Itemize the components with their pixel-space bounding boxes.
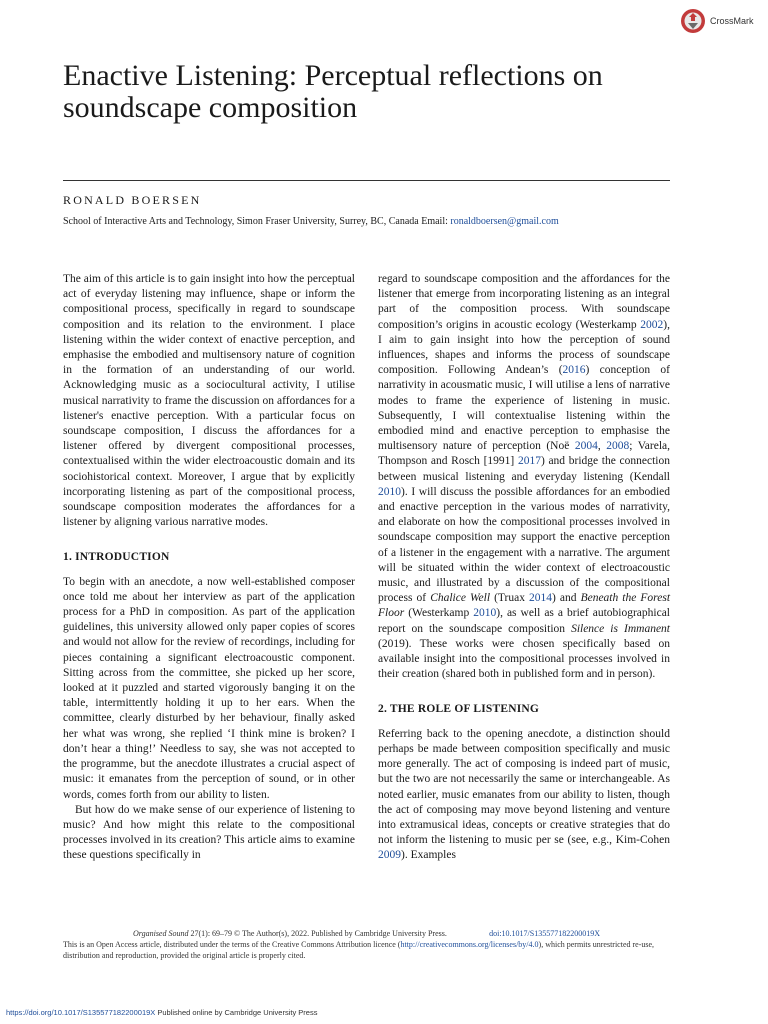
title-rule: [63, 180, 670, 181]
citation-link[interactable]: 2004: [574, 440, 598, 453]
crossmark-badge[interactable]: [680, 8, 754, 34]
citation-link[interactable]: 2010: [473, 607, 497, 620]
journal-citation: Organised Sound 27(1): 69–79 © The Author(s), 2022. Published by Cambridge University Press.: [133, 929, 447, 938]
left-column: [63, 272, 355, 864]
online-notice: https://doi.org/10.1017/S135577182200019X Published online by Cambridge University Press: [6, 1008, 318, 1017]
citation-link[interactable]: 2016: [562, 364, 586, 377]
intro-paragraph-3: regard to soundscape composition and the affordances for the listener that emerge from incorporating listening as an integral part of the composition process. With soundscape composition’s origins in acoustic ecology (Westerkamp 2002), I aim to gain insight into how the perception of sound influences, shapes and informs the process of soundscape composition. Following Andean’s (2016) conception of narrativity in acousmatic music, I will utilise a lens of narrative modes to frame the experience of listening in music. Subsequently, I will contextualise listening within the embodied mind and enactive perception to emphasise the multisensory nature of perception (Noë 2004, 2008; Varela, Thompson and Rosch [1991] 2017) and bridge the connection between musical listening and everyday listening (Kendall 2010). I will discuss the possible affordances for an embodied and enactive perception in the various modes of narrativity, and elaborate on how the compositional processes involved in soundscape composition may support the enactive perception of a listener in the engagement with a narrative. The argument will be situated within the wider context of electroacoustic music, and illustrated by a discussion of the compositional process of Chalice Well (Truax 2014) and Beneath the Forest Floor (Westerkamp 2010), as well as a brief autobiographical report on the soundscape composition Silence is Immanent (2019). These works were chosen specifically based on available insight into the compositional processes involved in their creation (shared both in published form and in person).: [378, 273, 671, 681]
license-link[interactable]: http://creativecommons.org/licenses/by/4.0: [400, 940, 539, 949]
citation-link[interactable]: 2010: [378, 485, 401, 498]
journal-name: Organised Sound: [133, 929, 189, 938]
doi-url-link[interactable]: https://doi.org/10.1017/S135577182200019X: [6, 1008, 156, 1017]
section-heading-introduction: 1. INTRODUCTION: [63, 551, 170, 564]
citation-link[interactable]: 2014: [529, 592, 553, 605]
author-email-link[interactable]: ronaldboersen@gmail.com: [450, 216, 559, 227]
citation-link[interactable]: 2017: [517, 455, 541, 468]
crossmark-label: CrossMark: [710, 16, 754, 26]
listening-paragraph-1: Referring back to the opening anecdote, a distinction should perhaps be made between composition specifically and music more generally. The act of composing is indeed part of music, but the two are not necessarily the same or interchangeable. As noted earlier, music emanates from our ability to listen, though the act of composing may move beyond listening and venture into extramusical ideas, concepts or creative strategies that do not inform the listening to music per se (see, e.g., Kim-Cohen 2009). Examples: [378, 727, 670, 862]
crossmark-icon: [680, 8, 706, 34]
citation-link[interactable]: 2002: [640, 318, 664, 331]
right-column: [378, 272, 670, 864]
affiliation-text: School of Interactive Arts and Technology, Simon Fraser University, Surrey, BC, Canada Email:: [63, 216, 451, 227]
work-title: Silence is Immanent: [571, 622, 670, 635]
work-title: Chalice Well: [430, 592, 491, 605]
intro-paragraph-1: To begin with an anecdote, a now well-established composer once told me about her interview as part of the application process for a PhD in composition. As part of the application guidelines, this university allowed only paper copies of scores and would not allow for the review of recordings, including for pieces containing a significant electroacoustic component. Sitting across from the committee, she picked up her score, looked at it puzzled and started vigorously banging it on the table, intermittently holding it up to her ears. When the committee, clearly disturbed by her behaviour, finally asked her what was wrong, she replied ‘I think mine is broken? I don’t hear a thing!’ Needless to say, she was not accepted to the programme, but the anecdote illustrates a crucial aspect of music: it emanates from the perception of sound, or in other words, comes forth from our ability to listen.: [63, 575, 355, 801]
author-name: RONALD BOERSEN: [63, 193, 202, 207]
doi-link[interactable]: doi:10.1017/S135577182200019X: [489, 929, 600, 938]
section-heading-listening: 2. THE ROLE OF LISTENING: [378, 703, 540, 716]
page-footer: [63, 928, 670, 961]
citation-link[interactable]: 2008: [606, 440, 630, 453]
author-affiliation: [63, 216, 559, 227]
article-title: Enactive Listening: Perceptual reflections on soundscape composition: [63, 59, 603, 124]
citation-link[interactable]: 2009: [378, 849, 401, 862]
license-notice: This is an Open Access article, distributed under the terms of the Creative Commons Attribution licence (http://creativecommons.org/licenses/by/4.0), which permits unrestricted re-use, distribution and reproduction, provided the original article is properly cited.: [63, 940, 655, 960]
intro-paragraph-2: But how do we make sense of our experience of listening to music? And how might this relate to the compositional processes involved in its creation? This article aims to examine these questions specifically in: [63, 803, 355, 862]
work-title: Beneath the Forest Floor: [378, 592, 671, 620]
abstract: The aim of this article is to gain insight into how the perceptual act of everyday listening may influence, shape or inform the compositional process, specifically in regard to soundscape composition and its relation to the environment. I place listening within the wider context of enactive perception, and emphasise the embodied and multisensory nature of cognition in the formation of an understanding of our world. Acknowledging music as a sociocultural activity, I utilise musical narrativity to frame the discussion on affordances for a listener's enactive perception. With a particular focus on soundscape composition, I discuss the affordances for a listener offered by divergent compositional processes, contextualised within the wider electroacoustic domain and its sociohistorical context. Moreover, I argue that by explicitly incorporating listening as part of the compositional process, soundscape composition moderates the affordances for a listener by aligning various narrative modes.: [63, 273, 355, 529]
citation-line: [63, 928, 670, 939]
